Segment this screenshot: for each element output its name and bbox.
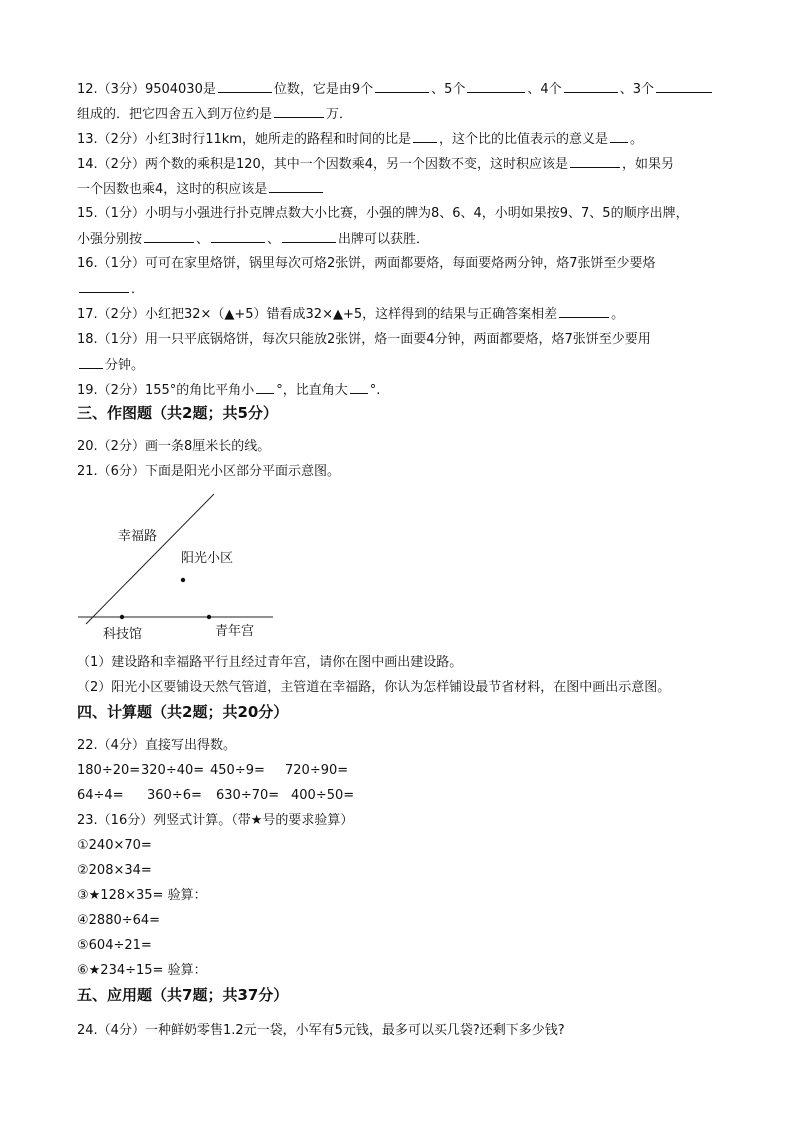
question-18: 18.（1分）用一只平底锅烙饼，每次只能放2张饼，烙一面要4分钟，两面都要烙，烙7张饼至少要用: [77, 332, 651, 347]
calc-item: 320÷40=: [141, 763, 205, 778]
answer-blank[interactable]: [570, 155, 620, 168]
calc-item: 180÷20=: [77, 763, 141, 778]
answer-blank[interactable]: [350, 381, 368, 394]
answer-blank[interactable]: [269, 180, 323, 193]
answer-blank[interactable]: [144, 230, 194, 243]
museum-label: 科技馆: [103, 627, 143, 642]
question-15: 15.（1分）小明与小强进行扑克牌点数大小比赛，小强的牌为8、6、4，小明如果按9、7、5的顺序出牌，: [77, 206, 689, 221]
answer-blank[interactable]: [218, 80, 272, 93]
question-23: 23.（16分）列竖式计算。（带★号的要求验算）: [77, 813, 354, 828]
question-18-cont: 分钟。: [77, 356, 144, 374]
section-3-heading: 三、作图题（共2题；共5分）: [77, 404, 278, 422]
palace-label: 青年宫: [215, 624, 255, 639]
q22-row-2: [77, 787, 354, 804]
q23-item: ②208×34=: [77, 863, 152, 878]
answer-blank[interactable]: [413, 130, 437, 143]
community-map-diagram: [70, 490, 290, 650]
q23-item: ⑥★234÷15= 验算：: [77, 963, 207, 978]
q23-item: ①240×70=: [77, 838, 152, 853]
community-point: [181, 578, 185, 582]
section-4-heading: 四、计算题（共2题；共20分）: [77, 703, 289, 721]
q23-item: ③★128×35= 验算：: [77, 888, 207, 903]
question-16: 16.（1分）可可在家里烙饼，锅里每次可烙2张饼，两面都要烙，每面要烙两分钟，烙7张饼至少要烙: [77, 256, 656, 271]
q23-item: ⑤604÷21=: [77, 938, 152, 953]
question-13: 13.（2分）小红3时行11km，她所走的路程和时间的比是 ，这个比的比值表示的意义是 。: [77, 132, 643, 147]
question-22: 22.（4分）直接写出得数。: [77, 738, 236, 753]
answer-blank[interactable]: [564, 80, 618, 93]
question-21: 21.（6分）下面是阳光小区部分平面示意图。: [77, 464, 340, 479]
question-19: 19.（2分）155°的角比平角小 °，比直角大 °.: [77, 383, 381, 398]
calc-item: 630÷70=: [216, 788, 280, 803]
question-24: 24.（4分）一种鲜奶零售1.2元一袋，小军有5元钱，最多可以买几袋?还剩下多少钱?: [77, 1023, 565, 1038]
answer-blank[interactable]: [211, 230, 265, 243]
q22-row-1: [77, 762, 348, 779]
q23-item: ④2880÷64=: [77, 913, 161, 928]
answer-blank[interactable]: [256, 381, 274, 394]
question-15-cont: 小强分别按 、 、 出牌可以获胜．: [77, 232, 430, 247]
answer-blank[interactable]: [282, 230, 336, 243]
question-16-cont: ．: [77, 280, 144, 298]
answer-blank[interactable]: [79, 356, 103, 369]
question-17: 17.（2分）小红把32×（▲+5）错看成32×▲+5，这样得到的结果与正确答案相差 。: [77, 307, 625, 322]
question-14-cont: 一个因数也乘4，这时的积应该是: [77, 180, 325, 198]
community-label: 阳光小区: [181, 551, 234, 566]
question-12-cont: 组成的．把它四舍五入到万位约是 万．: [77, 107, 353, 122]
calc-item: 400÷50=: [291, 788, 355, 803]
calc-item: 64÷4=: [77, 788, 124, 803]
answer-blank[interactable]: [656, 80, 712, 93]
answer-blank[interactable]: [610, 130, 628, 143]
museum-point: [120, 615, 124, 619]
question-21-part-2: （2）阳光小区要铺设天然气管道，主管道在幸福路，你认为怎样铺设最节省材料，在图中画出示意图。: [77, 680, 671, 695]
question-21-part-1: （1）建设路和幸福路平行且经过青年宫，请你在图中画出建设路。: [77, 655, 463, 670]
calc-item: 450÷9=: [210, 763, 265, 778]
palace-point: [207, 615, 211, 619]
answer-blank[interactable]: [467, 80, 525, 93]
question-20: 20.（2分）画一条8厘米长的线。: [77, 439, 271, 454]
road-label: 幸福路: [118, 529, 158, 544]
question-14: 14.（2分）两个数的乘积是120，其中一个因数乘4，另一个因数不变，这时积应该是 ，如果另: [77, 157, 675, 172]
question-12: 12.（3分）9504030是 位数，它是由9个 、5个 、4个 、3个: [77, 80, 714, 98]
calc-item: 360÷6=: [147, 788, 202, 803]
answer-blank[interactable]: [79, 280, 129, 293]
answer-blank[interactable]: [375, 80, 429, 93]
answer-blank[interactable]: [559, 305, 609, 318]
calc-item: 720÷90=: [285, 763, 349, 778]
section-5-heading: 五、应用题（共7题；共37分）: [77, 986, 289, 1004]
answer-blank[interactable]: [274, 105, 324, 118]
